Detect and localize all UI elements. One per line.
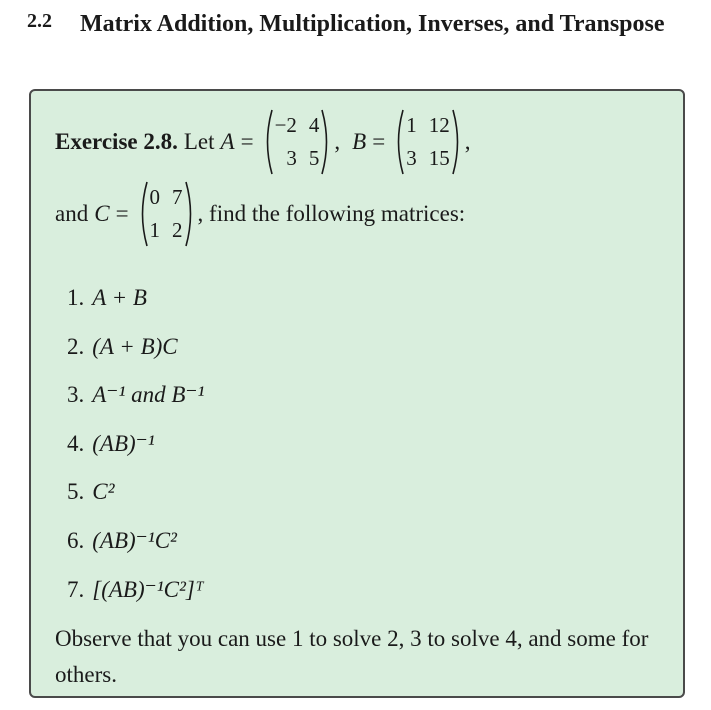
matrix-a xyxy=(262,109,333,175)
exercise-intro-text: Let xyxy=(183,129,215,154)
find-text: , find the following matrices: xyxy=(197,201,466,226)
exercise-item-list xyxy=(67,281,204,621)
list-item: 5. C² xyxy=(67,479,115,505)
matrix-entry: 12 xyxy=(428,113,450,137)
matrix-c-entries xyxy=(148,181,185,247)
matrix-entry: 2 xyxy=(172,218,183,242)
right-paren-icon xyxy=(321,109,332,175)
item-expression: A⁻¹ and B⁻¹ xyxy=(92,382,205,408)
item-expression: [(AB)⁻¹C²]ᵀ xyxy=(92,576,204,602)
list-item: 1. A + B xyxy=(67,285,147,310)
matrix-entry: 3 xyxy=(406,146,417,170)
matrix-entry: 1 xyxy=(149,218,161,242)
section-number: 2.2 xyxy=(27,10,52,32)
comma: , xyxy=(334,129,341,154)
matrix-entry: 4 xyxy=(308,113,320,137)
list-item: 7. [(AB)⁻¹C²]ᵀ xyxy=(67,576,204,602)
exercise-label: Exercise 2.8. xyxy=(55,129,178,154)
equals-sign: = xyxy=(115,201,129,226)
right-paren-icon xyxy=(452,109,463,175)
section-title: Matrix Addition, Multiplication, Inverses, and Transpose xyxy=(80,11,665,37)
list-item: 3. A⁻¹ and B⁻¹ xyxy=(67,382,205,408)
matrix-b-name: B xyxy=(352,129,367,154)
comma: , xyxy=(464,129,471,154)
exercise-second-line xyxy=(55,179,465,249)
matrix-entry: 5 xyxy=(308,146,320,170)
item-expression: (AB)⁻¹C² xyxy=(92,527,177,553)
matrix-b-entries xyxy=(404,109,452,175)
matrix-entry: 3 xyxy=(286,146,297,170)
left-paren-icon xyxy=(262,109,273,175)
list-item: 6. (AB)⁻¹C² xyxy=(67,527,177,553)
left-paren-icon xyxy=(137,181,148,247)
right-paren-icon xyxy=(185,181,196,247)
exercise-box xyxy=(29,89,685,698)
item-expression: (A + B)C xyxy=(92,333,178,359)
matrix-entry: 0 xyxy=(149,185,161,209)
exercise-first-line xyxy=(55,107,470,177)
equals-sign: = xyxy=(372,129,386,154)
matrix-entry: 1 xyxy=(406,113,417,137)
list-item: 2. (A + B)C xyxy=(67,333,178,359)
matrix-entry: −2 xyxy=(274,113,297,137)
matrix-a-entries xyxy=(273,109,322,175)
item-expression: (AB)⁻¹ xyxy=(92,430,155,456)
observation-text: Observe that you can use 1 to solve 2, 3 to solve 4, and some for others. xyxy=(55,626,649,687)
left-paren-icon xyxy=(393,109,404,175)
matrix-c-name: C xyxy=(94,201,110,226)
item-expression: C² xyxy=(92,479,115,505)
matrix-entry: 7 xyxy=(172,185,183,209)
item-expression: A + B xyxy=(92,285,147,310)
list-item: 4. (AB)⁻¹ xyxy=(67,430,155,456)
matrix-b xyxy=(393,109,463,175)
matrix-a-name: A xyxy=(220,129,235,154)
equals-sign: = xyxy=(240,129,254,154)
matrix-entry: 15 xyxy=(428,146,450,170)
and-text: and xyxy=(55,201,89,226)
matrix-c xyxy=(137,181,196,247)
